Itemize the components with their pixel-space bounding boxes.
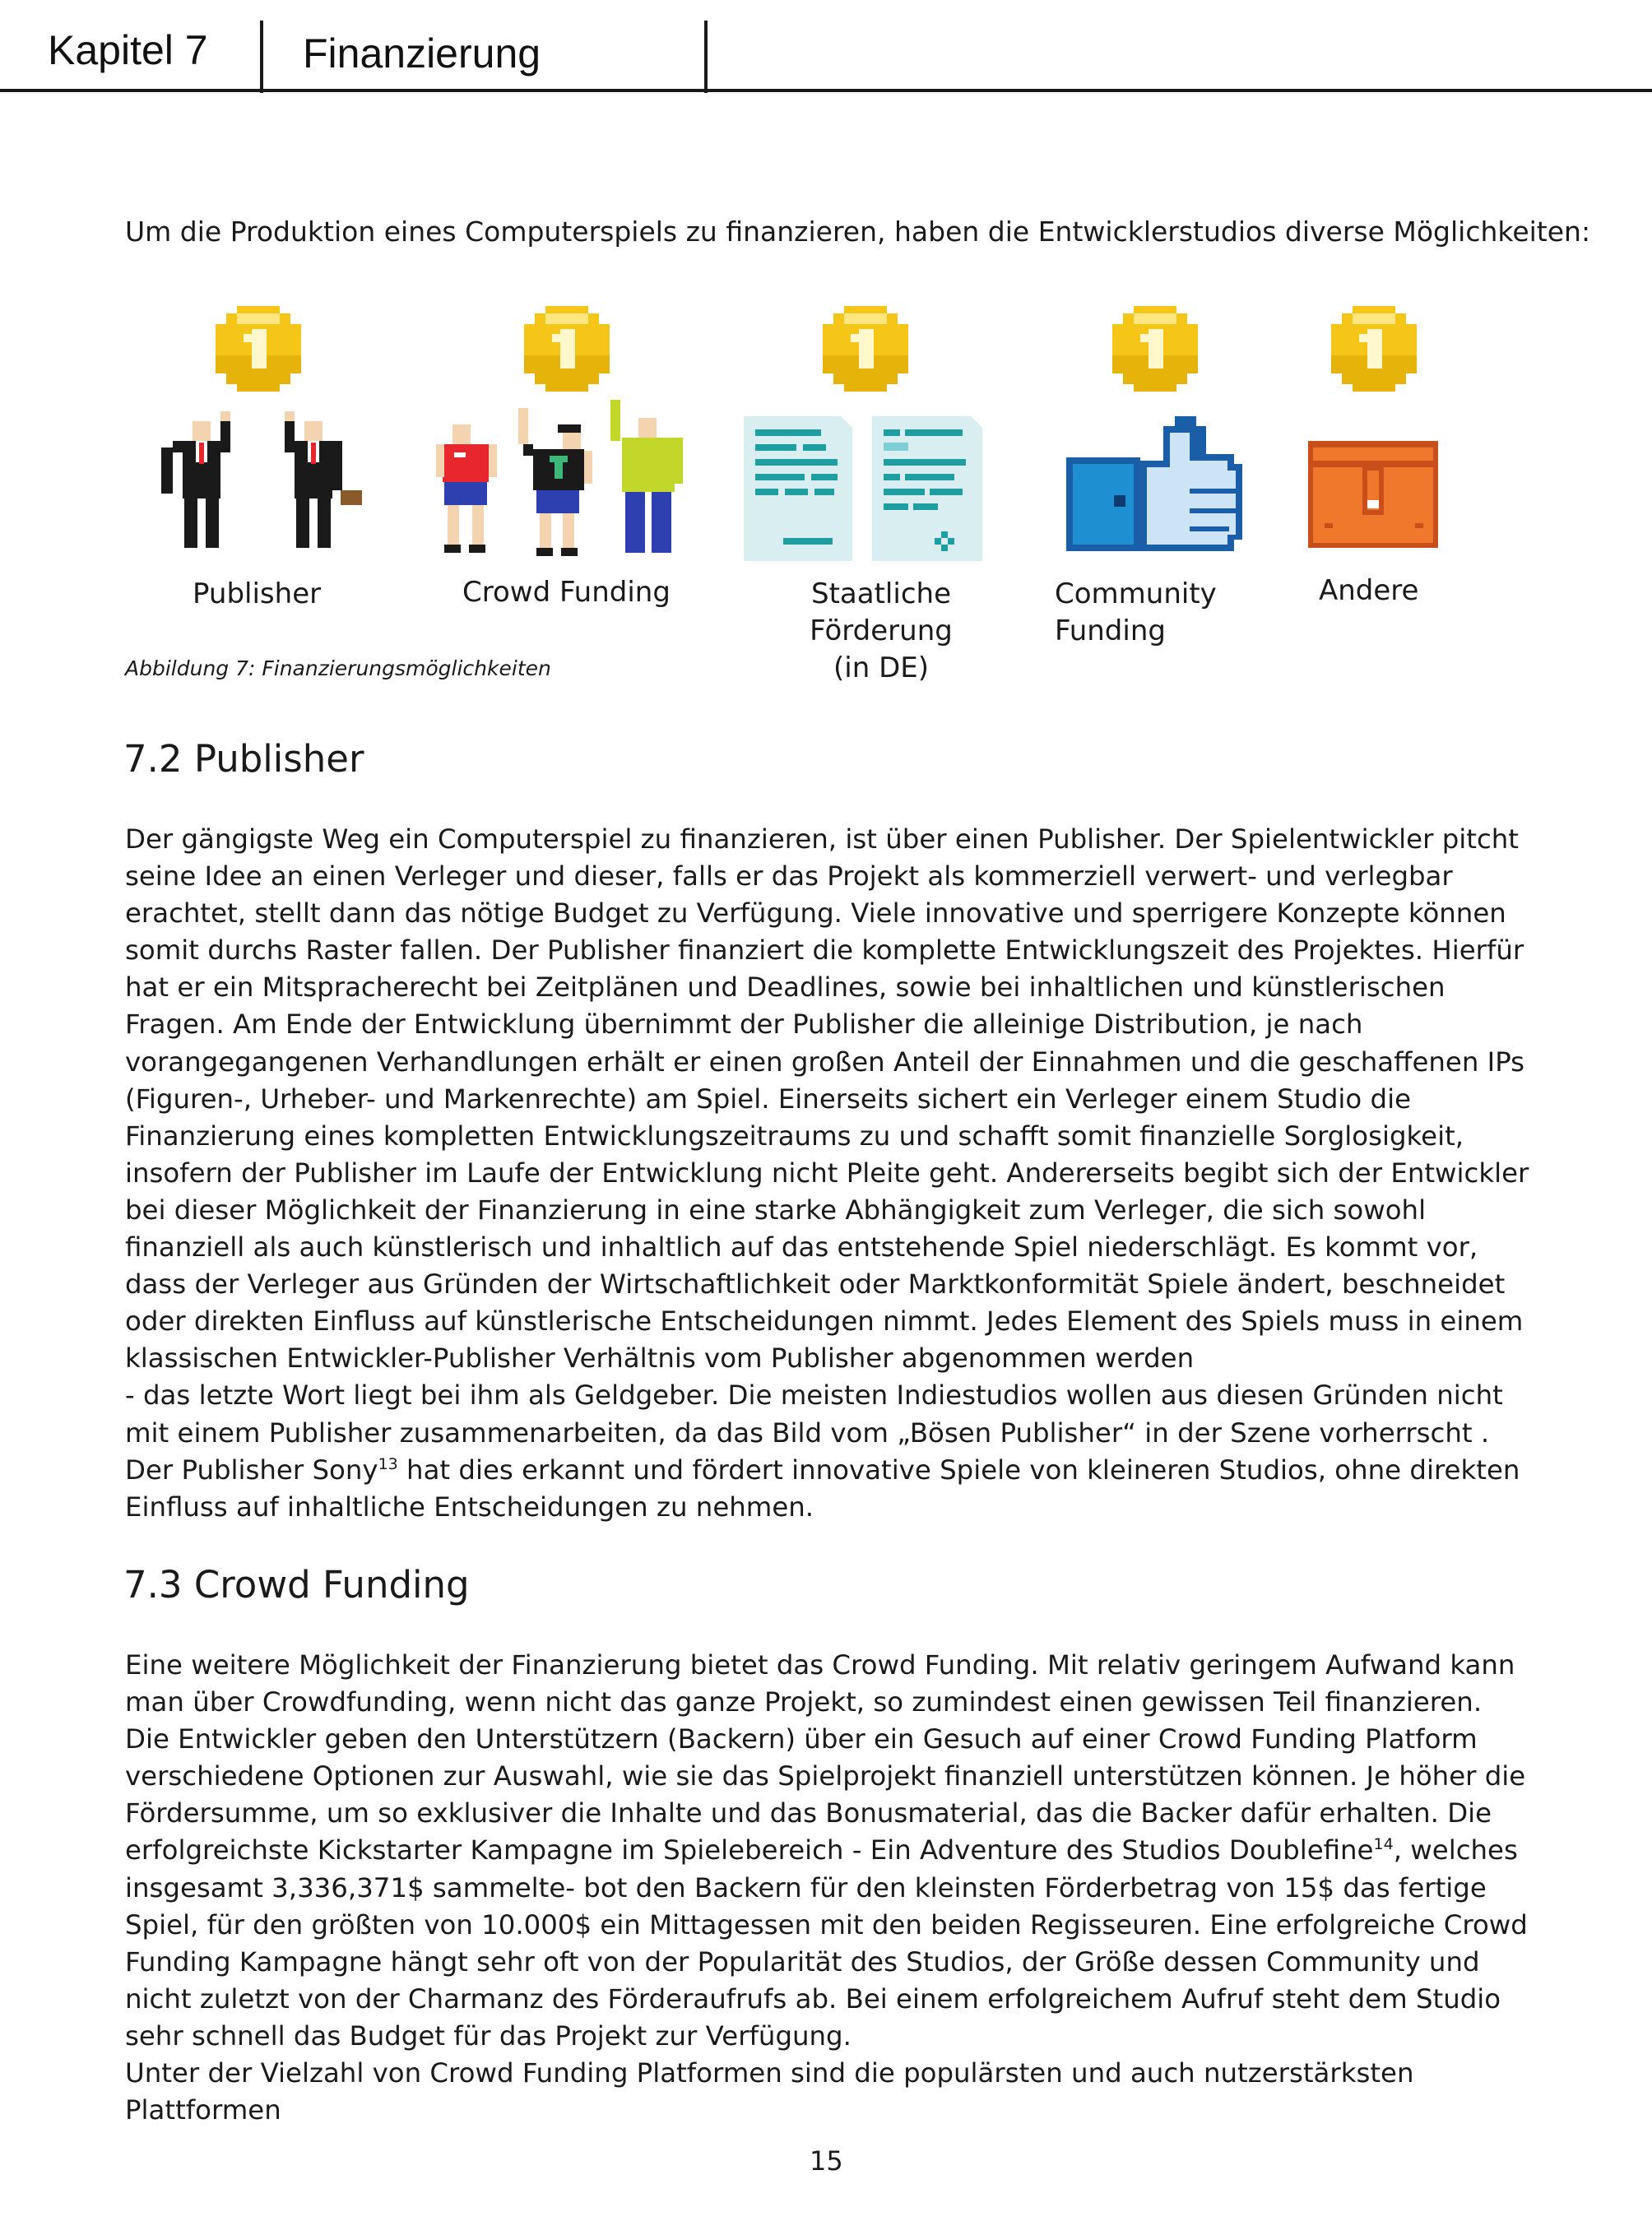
chapter-title: Finanzierung xyxy=(303,30,541,77)
option-label-crowd-funding: Crowd Funding xyxy=(462,576,671,609)
chapter-number: Kapitel 7 xyxy=(48,27,208,73)
header-rule xyxy=(0,89,1652,92)
section-title-publisher: 7.2 Publisher xyxy=(123,737,364,781)
header-divider xyxy=(704,21,708,93)
section-title-crowd-funding: 7.3 Crowd Funding xyxy=(123,1563,470,1607)
footnote-marker: 13 xyxy=(378,1454,398,1473)
figure-caption: Abbildung 7: Finanzierungsmöglichkeiten xyxy=(125,656,551,680)
option-label-community-funding: Community Funding xyxy=(1055,577,1217,647)
coin-icon xyxy=(216,306,301,392)
thumbs-up-icon xyxy=(1066,416,1242,551)
section-body-crowd-funding: Eine weitere Möglichkeit der Finanzierung bietet das Crowd Funding. Mit relativ geringem Aufwand kann man über Crowdfunding, wenn nicht das ganze Projekt, so zumindest einen gewissen Teil finanzieren. Die Entwickler geben den Unterstützern (Backern) über ein Gesuch auf einer Crowd Funding Platform verschiedene Optionen zur Auswahl, wie sie das Spielprojekt finanziell unterstützen können. Je höher die Fördersumme, um so exklusiver die Inhalte und das Bonusmaterial, das die Backer dafür erhalten. Die erfolgreichste Kickstarter Kampagne im Spielebereich - Ein Adventure des Studios Doublefine$^{14}$, welches insgesamt 3,336,371$ sammelte- bot den Backern für den kleinsten Förderbetrag von 15$ das fertige Spiel, für den größten von 10.000$ ein Mittagessen mit den beiden Regisseuren. Eine erfolgreiche Crowd Funding Kampagne hängt sehr oft von der Popularität des Studios, der Größe dessen Community und nicht zuletzt von der Charmanz des Förderaufrufs ab. Bei einem erfolgreichem Aufruf steht dem Studio sehr schnell das Budget für das Projekt zur Verfügung. Unter der Vielzahl von Crowd Funding Platformen sind die populärsten und auch nutzerstärksten Plattformen xyxy=(125,1649,1528,2126)
coin-icon xyxy=(524,306,610,392)
document-forms-icon xyxy=(744,416,987,561)
option-label-staatliche-foerderung: Staatliche Förderung (in DE) xyxy=(810,577,953,684)
option-label-andere: Andere xyxy=(1319,574,1419,607)
coin-icon xyxy=(823,306,908,392)
coin-icon xyxy=(1331,306,1417,392)
crowd-people-icon xyxy=(436,400,687,561)
page-header xyxy=(0,0,1652,95)
header-divider xyxy=(260,21,263,93)
wallet-icon xyxy=(1308,441,1438,548)
businessmen-handshake-icon xyxy=(158,403,372,559)
coin-icon xyxy=(1112,306,1198,392)
page-number: 15 xyxy=(810,2145,843,2177)
intro-text: Um die Produktion eines Computerspiels zu finanzieren, haben die Entwicklerstudios diverse Möglichkeiten: xyxy=(125,216,1591,248)
section-body-publisher: Der gängigste Weg ein Computerspiel zu finanzieren, ist über einen Publisher. Der Spielentwickler pitcht seine Idee an einen Verleger und dieser, falls er das Projekt als kommerziell verwert- und verlegbar erachtet, stellt dann das nötige Budget zu Verfügung. Viele innovative und sperrigere Konzepte können somit durchs Raster fallen. Der Publisher finanziert die komplette Entwicklungszeit des Projektes. Hierfür hat er ein Mitspracherecht bei Zeitplänen und Deadlines, sowie bei inhaltlichen und künstlerischen Fragen. Am Ende der Entwicklung übernimmt der Publisher die alleinige Distribution, je nach vorangegangenen Verhandlungen erhält er einen großen Anteil der Einnahmen und die geschaffenen IPs (Figuren-, Urheber- und Markenrechte) am Spiel. Einerseits sichert ein Verleger einem Studio die Finanzierung eines kompletten Entwicklungszeitraums zu und schafft somit finanzielle Sorglosigkeit, insofern der Publisher im Laufe der Entwicklung nicht Pleite geht. Andererseits begibt sich der Entwickler bei dieser Möglichkeit der Finanzierung in eine starke Abhängigkeit zum Verleger, die sich sowohl finanziell als auch künstlerisch und inhaltlich auf das entstehende Spiel niederschlägt. Es kommt vor, dass der Verleger aus Gründen der Wirtschaftlichkeit oder Marktkonformität Spiele ändert, beschneidet oder direkten Einfluss auf künstlerische Entscheidungen nimmt. Jedes Element des Spiels muss in einem klassischen Entwickler-Publisher Verhältnis vom Publisher abgenommen werden - das letzte Wort liegt bei ihm als Geldgeber. Die meisten Indiestudios wollen aus diesen Gründen nicht mit einem Publisher zusammenarbeiten, da das Bild vom „Bösen Publisher“ in der Szene vorherrscht . Der Publisher Sony$^{13}$ hat dies erkannt und fördert innovative Spiele von kleineren Studios, ohne direkten Einfluss auf inhaltliche Entscheidungen zu nehmen. xyxy=(125,823,1529,1523)
option-label-publisher: Publisher xyxy=(193,577,322,610)
footnote-marker: 14 xyxy=(1373,1835,1394,1854)
